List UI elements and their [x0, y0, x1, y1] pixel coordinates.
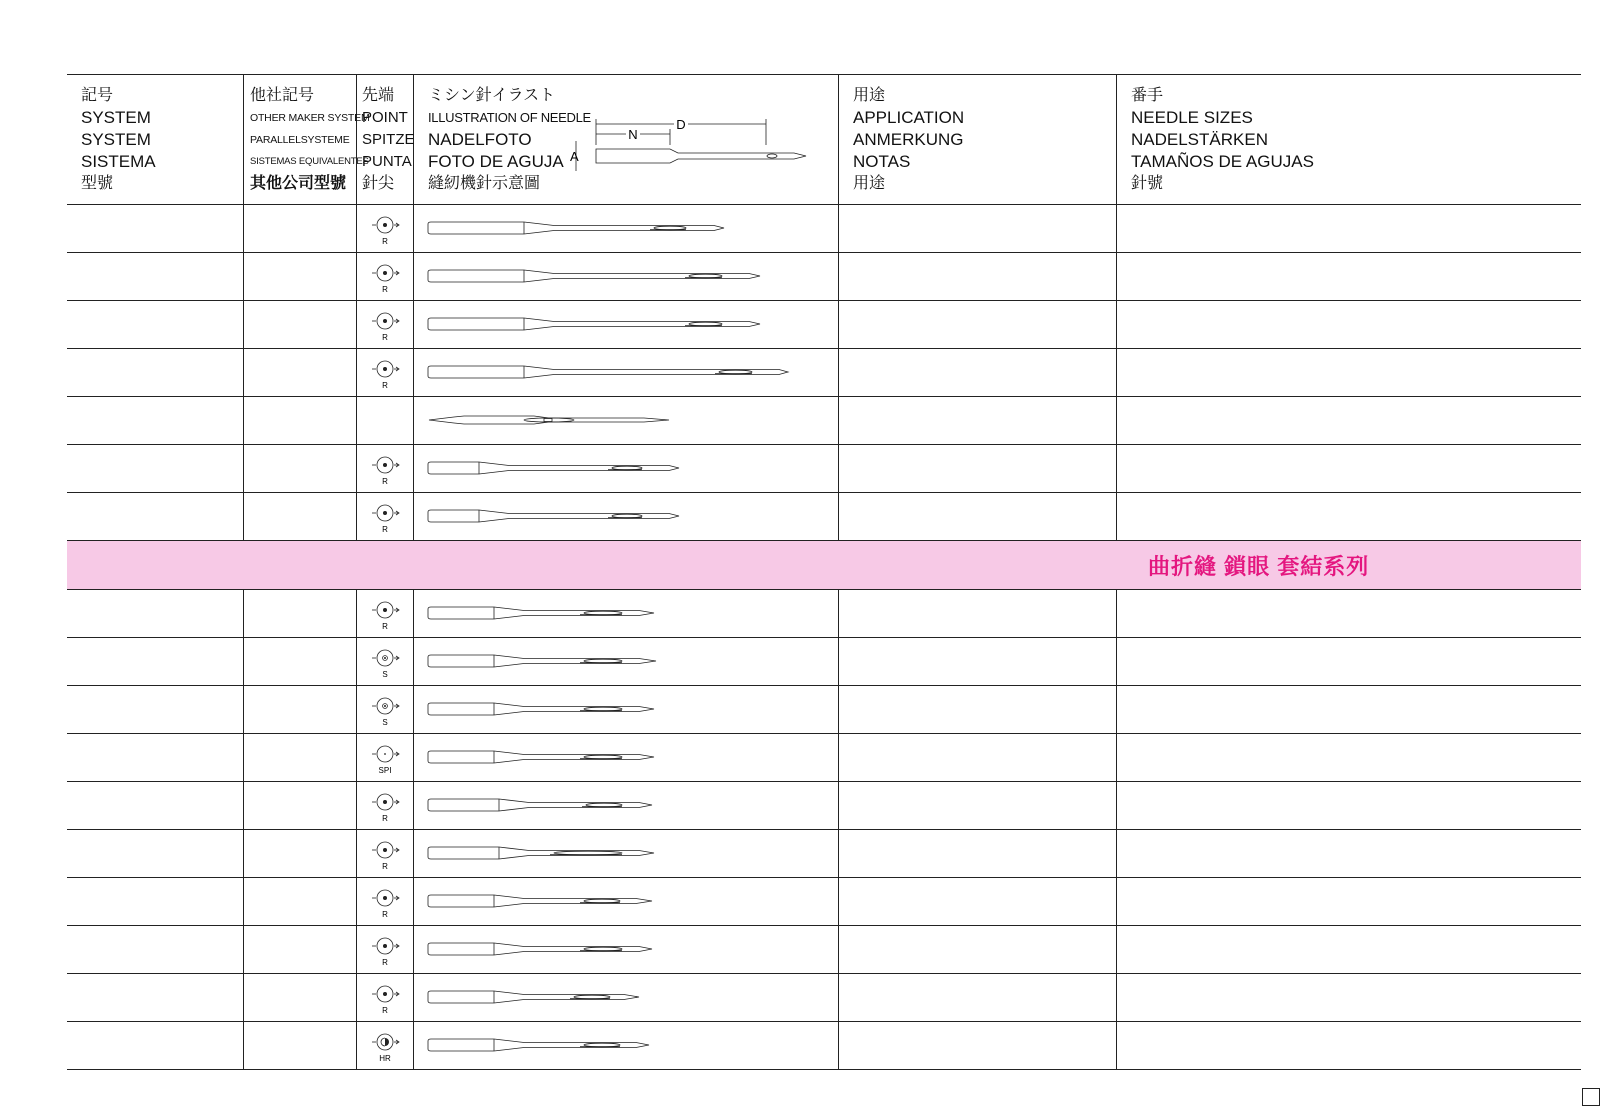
point-cell	[357, 445, 414, 492]
point-type-label: R	[382, 958, 388, 967]
application-cell	[839, 445, 1117, 492]
header-illustration-zh: 縫紉機針示意圖	[428, 175, 541, 192]
system-cell	[67, 782, 244, 829]
point-symbol-group2-5	[367, 836, 403, 876]
system-cell	[67, 974, 244, 1021]
other-maker-cell	[244, 1022, 357, 1069]
header-system-de: SYSTEM	[81, 130, 151, 149]
table-row	[67, 830, 1581, 878]
other-maker-cell	[244, 253, 357, 300]
illustration-cell	[414, 830, 839, 877]
table-row	[67, 686, 1581, 734]
point-cell	[357, 349, 414, 396]
sizes-cell	[1117, 830, 1581, 877]
point-type-label: S	[382, 670, 388, 679]
needle-table	[67, 74, 1581, 1070]
application-cell	[839, 253, 1117, 300]
illustration-cell	[414, 397, 839, 444]
point-type-label: R	[382, 622, 388, 631]
section-title: 曲折縫 鎖眼 套結系列	[1148, 553, 1370, 579]
table-row	[67, 878, 1581, 926]
needle-illustration	[424, 834, 834, 872]
point-cell	[357, 1022, 414, 1069]
header-point-es: PUNTA	[362, 153, 412, 170]
point-type-label: R	[382, 525, 388, 534]
illustration-cell	[414, 878, 839, 925]
table-row	[67, 397, 1581, 445]
point-type-label: R	[382, 814, 388, 823]
other-maker-cell	[244, 493, 357, 540]
system-cell	[67, 686, 244, 733]
needle-illustration	[424, 401, 834, 439]
point-type-label: R	[382, 333, 388, 342]
sizes-cell	[1117, 926, 1581, 973]
other-maker-cell	[244, 301, 357, 348]
diagram-label-a: A	[570, 149, 579, 164]
header-point-de: SPITZE	[362, 131, 415, 148]
header-system	[67, 75, 244, 204]
header-application-zh: 用途	[853, 175, 886, 192]
table-row	[67, 638, 1581, 686]
application-cell	[839, 926, 1117, 973]
point-type-label: R	[382, 477, 388, 486]
header-illustration-de: NADELFOTO	[428, 130, 532, 149]
point-type-label: R	[382, 381, 388, 390]
point-symbol-group2-6	[367, 884, 403, 924]
system-cell	[67, 734, 244, 781]
table-row	[67, 926, 1581, 974]
point-type-label: R	[382, 862, 388, 871]
table-row	[67, 734, 1581, 782]
needle-illustration	[424, 690, 834, 728]
illustration-cell	[414, 686, 839, 733]
header-other-maker	[244, 75, 370, 204]
point-symbol-group2-4	[367, 788, 403, 828]
table-header	[67, 75, 1581, 205]
point-symbol-group1-6	[367, 499, 403, 539]
needle-illustration	[424, 1026, 834, 1064]
header-application	[839, 75, 1117, 204]
sizes-cell	[1117, 253, 1581, 300]
page-corner-box	[1582, 1088, 1600, 1106]
sizes-cell	[1117, 974, 1581, 1021]
needle-illustration	[424, 257, 834, 295]
point-type-label: R	[382, 1006, 388, 1015]
diagram-label-d: D	[676, 117, 686, 132]
header-point	[357, 75, 414, 204]
header-other-maker-es: SISTEMAS EQUIVALENTES	[250, 156, 369, 167]
application-cell	[839, 397, 1117, 444]
illustration-cell	[414, 205, 839, 252]
header-application-de: ANMERKUNG	[853, 130, 964, 149]
table-row	[67, 445, 1581, 493]
point-cell	[357, 253, 414, 300]
needle-illustration	[424, 209, 834, 247]
other-maker-cell	[244, 974, 357, 1021]
sizes-cell	[1117, 734, 1581, 781]
system-cell	[67, 301, 244, 348]
illustration-cell	[414, 782, 839, 829]
illustration-cell	[414, 638, 839, 685]
illustration-cell	[414, 590, 839, 637]
system-cell	[67, 493, 244, 540]
sizes-cell	[1117, 590, 1581, 637]
other-maker-cell	[244, 782, 357, 829]
point-symbol-group1-3	[367, 355, 403, 395]
point-cell	[357, 686, 414, 733]
other-maker-cell	[244, 878, 357, 925]
header-sizes-es: TAMAÑOS DE AGUJAS	[1131, 152, 1314, 171]
sizes-cell	[1117, 686, 1581, 733]
header-system-ja: 記号	[81, 87, 114, 104]
point-type-label: HR	[379, 1054, 391, 1063]
point-cell	[357, 782, 414, 829]
other-maker-cell	[244, 734, 357, 781]
point-symbol-group2-0	[367, 596, 403, 636]
table-row	[67, 301, 1581, 349]
system-cell	[67, 1022, 244, 1069]
other-maker-cell	[244, 205, 357, 252]
point-cell	[357, 830, 414, 877]
point-symbol-group2-1	[367, 644, 403, 684]
application-cell	[839, 1022, 1117, 1069]
needle-illustration	[424, 594, 834, 632]
other-maker-cell	[244, 830, 357, 877]
point-symbol-group1-2	[367, 307, 403, 347]
illustration-cell	[414, 926, 839, 973]
application-cell	[839, 782, 1117, 829]
application-cell	[839, 205, 1117, 252]
other-maker-cell	[244, 638, 357, 685]
header-sizes	[1117, 75, 1581, 204]
system-cell	[67, 590, 244, 637]
header-illustration-es: FOTO DE AGUJA	[428, 152, 564, 171]
system-cell	[67, 205, 244, 252]
sizes-cell	[1117, 397, 1581, 444]
other-maker-cell	[244, 397, 357, 444]
other-maker-cell	[244, 686, 357, 733]
sizes-cell	[1117, 878, 1581, 925]
point-type-label: SPI	[378, 766, 392, 775]
diagram-label-n: N	[628, 127, 638, 142]
header-point-zh: 針尖	[362, 175, 395, 192]
point-symbol-group2-9	[367, 1028, 403, 1068]
sizes-cell	[1117, 205, 1581, 252]
point-type-label: S	[382, 718, 388, 727]
illustration-cell	[414, 1022, 839, 1069]
application-cell	[839, 493, 1117, 540]
sizes-cell	[1117, 493, 1581, 540]
sizes-cell	[1117, 445, 1581, 492]
point-type-label: R	[382, 237, 388, 246]
illustration-cell	[414, 493, 839, 540]
point-cell	[357, 878, 414, 925]
header-system-es: SISTEMA	[81, 152, 156, 171]
point-symbol-group2-3	[367, 740, 403, 780]
application-cell	[839, 734, 1117, 781]
needle-illustration	[424, 449, 834, 487]
header-application-ja: 用途	[853, 87, 886, 104]
point-cell	[357, 205, 414, 252]
point-symbol-group2-8	[367, 980, 403, 1020]
point-symbol-group1-1	[367, 259, 403, 299]
illustration-cell	[414, 734, 839, 781]
point-symbol-group1-0	[367, 211, 403, 251]
header-point-en: POINT	[362, 109, 408, 126]
needle-illustration	[424, 305, 834, 343]
point-type-label: R	[382, 910, 388, 919]
table-row	[67, 590, 1581, 638]
table-row	[67, 205, 1581, 253]
point-type-label: R	[382, 285, 388, 294]
needle-illustration	[424, 642, 834, 680]
section-banner	[67, 541, 1581, 590]
other-maker-cell	[244, 349, 357, 396]
system-cell	[67, 830, 244, 877]
header-sizes-de: NADELSTÄRKEN	[1131, 130, 1268, 149]
header-system-zh: 型號	[81, 175, 114, 192]
application-cell	[839, 974, 1117, 1021]
application-cell	[839, 830, 1117, 877]
application-cell	[839, 349, 1117, 396]
system-cell	[67, 638, 244, 685]
point-symbol-group2-2	[367, 692, 403, 732]
illustration-cell	[414, 445, 839, 492]
other-maker-cell	[244, 445, 357, 492]
needle-illustration	[424, 882, 834, 920]
header-sizes-ja: 番手	[1131, 87, 1164, 104]
point-cell	[357, 493, 414, 540]
point-symbol-group2-7	[367, 932, 403, 972]
needle-illustration	[424, 497, 834, 535]
header-other-maker-zh: 其他公司型號	[250, 175, 347, 192]
point-cell	[357, 590, 414, 637]
system-cell	[67, 878, 244, 925]
table-row	[67, 1022, 1581, 1070]
application-cell	[839, 301, 1117, 348]
table-row	[67, 253, 1581, 301]
illustration-cell	[414, 301, 839, 348]
header-application-es: NOTAS	[853, 152, 911, 171]
needle-illustration	[424, 930, 834, 968]
header-other-maker-ja: 他社記号	[250, 87, 315, 104]
header-illustration	[414, 75, 839, 204]
table-row	[67, 782, 1581, 830]
header-application-en: APPLICATION	[853, 108, 965, 127]
application-cell	[839, 878, 1117, 925]
sizes-cell	[1117, 638, 1581, 685]
sizes-cell	[1117, 782, 1581, 829]
system-cell	[67, 397, 244, 444]
sizes-cell	[1117, 349, 1581, 396]
system-cell	[67, 349, 244, 396]
illustration-cell	[414, 349, 839, 396]
table-row	[67, 974, 1581, 1022]
application-cell	[839, 686, 1117, 733]
header-other-maker-de: PARALLELSYSTEME	[250, 134, 350, 146]
header-point-ja: 先端	[362, 87, 395, 104]
sizes-cell	[1117, 1022, 1581, 1069]
point-cell	[357, 974, 414, 1021]
needle-illustration	[424, 978, 834, 1016]
point-symbol-group1-5	[367, 451, 403, 491]
header-other-maker-en: OTHER MAKER SYSTEM	[250, 112, 370, 124]
point-cell	[357, 301, 414, 348]
table-row	[67, 349, 1581, 397]
sizes-cell	[1117, 301, 1581, 348]
other-maker-cell	[244, 590, 357, 637]
header-sizes-en: NEEDLE SIZES	[1131, 108, 1253, 127]
needle-group-1	[67, 205, 1581, 541]
other-maker-cell	[244, 926, 357, 973]
illustration-cell	[414, 974, 839, 1021]
needle-illustration	[424, 786, 834, 824]
header-illustration-en: ILLUSTRATION OF NEEDLE	[428, 110, 591, 125]
point-cell	[357, 397, 414, 444]
system-cell	[67, 445, 244, 492]
illustration-cell	[414, 253, 839, 300]
header-sizes-zh: 針號	[1131, 175, 1164, 192]
system-cell	[67, 253, 244, 300]
needle-group-2	[67, 590, 1581, 1070]
table-row	[67, 493, 1581, 541]
header-illustration-ja: ミシン針イラスト	[428, 87, 556, 104]
point-cell	[357, 638, 414, 685]
header-system-en: SYSTEM	[81, 108, 151, 127]
needle-illustration	[424, 738, 834, 776]
point-cell	[357, 734, 414, 781]
needle-illustration	[424, 353, 834, 391]
application-cell	[839, 638, 1117, 685]
system-cell	[67, 926, 244, 973]
point-cell	[357, 926, 414, 973]
application-cell	[839, 590, 1117, 637]
needle-dimension-diagram	[570, 115, 814, 175]
